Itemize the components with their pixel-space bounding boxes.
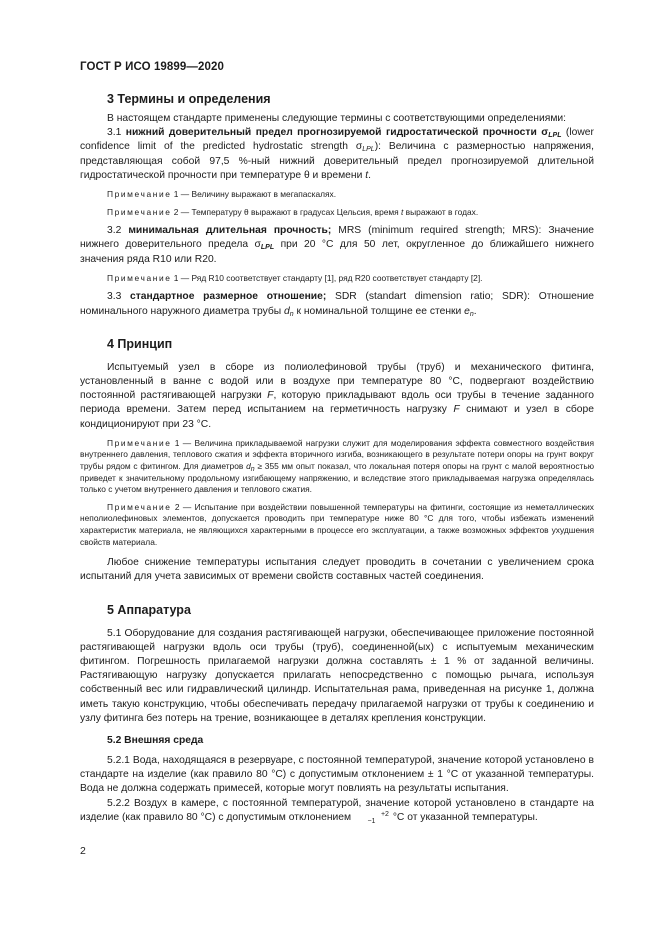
section-3-intro: В настоящем стандарте применены следующие термины с соответствующими определениями: <box>107 113 567 124</box>
subsection-5-2-title: 5.2 Внешняя среда <box>107 735 204 746</box>
document-header: ГОСТ Р ИСО 19899—2020 <box>80 61 225 73</box>
section-3-title: 3 Термины и определения <box>107 92 271 106</box>
term-3-1: 3.1 нижний доверительный предел прогнозируемой гидростатической прочности $\sigma_{LPL}$ (lower confidence limit of the predicted hydrostatic strength $\sigma_{LPL}$): Величина с размерностью напряжения, представляющая собой 97,5 %-ный нижний доверительный предел прогнозируемой длительной гидростатической прочности при температуре θ и времени t. <box>80 127 594 181</box>
term-3-2: 3.2 минимальная длительная прочность; MRS (minimum required strength; MRS): Значение нижнего доверительного предела $\sigma_{LPL}$ при 20 °С для 50 лет, округленное до ближайшего нижнего значения ряда R10 или R20. <box>80 225 594 265</box>
section-4-title: 4 Принцип <box>107 336 173 351</box>
note-3-2-1: Примечание 1 — Ряд R10 соответствует стандарту [1], ряд R20 соответствует стандарту [2]. <box>107 272 483 283</box>
note-4-1: Примечание 1 — Величина прикладываемой нагрузки служит для моделирования эффекта совместного воздействия внутреннего давления, теплового сжатия и эффекта вторичного изгиба, возникающего в результате потери опоры на грунт вокруг трубы рядом с фитингом. Для диаметров $d_n \ge 355$ мм опыт показал, что локальная потеря опоры на грунт с малой вероятностью приведет к значительному продольному изгибающему напряжению, и вследствие этого прикладываемая нагрузка определялась только с учетом внутреннего давления и теплового сжатия. <box>80 437 594 495</box>
section-5-2-2: 5.2.2 Воздух в камере, с постоянной температурой, значение которой установлено в стандарте на изделие (как правило 80 °С) с допустимым отклонением +2 −1 °С от указанной температуры. <box>80 797 594 825</box>
note-3-1-1: Примечание 1 — Величину выражают в мегапаскалях. <box>107 189 337 200</box>
note-4-2: Примечание 2 — Испытание при воздействии повышенной температуры на фитинги, состоящие из неметаллических неполиолефиновых элементов, допускается проводить при температуре ниже 80 °С для того, чтобы избежать изменений характеристик материала, не являющихся характерными в процессе его эксплуатации, а также возможных эффектов ухудшения свойств материала. <box>80 501 594 547</box>
section-4-paragraph-2: Любое снижение температуры испытания следует проводить в сочетании с увеличением срока испытаний для учета зависимых от времени свойств составных частей соединения. <box>80 557 594 583</box>
page-number: 2 <box>80 845 86 857</box>
tolerance-fraction: +2 −1 <box>367 811 389 825</box>
note-3-1-2: Примечание 2 — Температуру θ выражают в градусах Цельсия, время t выражают в годах. <box>107 206 479 217</box>
section-4-paragraph-1: Испытуемый узел в сборе из полиолефиновой трубы (труб) и механического фитинга, установленный в ванне с водой или в воздухе при температуре 80 °С, подвергают воздействию постоянной растягивающей нагрузки F, которую прикладывают вдоль оси трубы в течение заданного периода времени. Затем перед испытанием на герметичность нагрузку F снимают и узел в сборе кондиционируют при 23 °С. <box>80 361 595 430</box>
section-5-title: 5 Аппаратура <box>107 602 191 617</box>
document-body <box>80 92 594 825</box>
section-5-2-1: 5.2.1 Вода, находящаяся в резервуаре, с постоянной температурой, значение которой установлено в стандарте на изделие (как правило 80 °С) с допустимым отклонением ± 1 °С от указанной температуры. Вода не должна содержать примесей, которые могут повлиять на результаты испытания. <box>80 755 594 795</box>
term-3-3: 3.3 стандартное размерное отношение; SDR (standart dimension ratio; SDR): Отношение номинального наружного диаметра трубы $d_n$ к номинальной толщине ее стенки $e_n$. <box>80 291 594 318</box>
section-5-1: 5.1 Оборудование для создания растягивающей нагрузки, обеспечивающее приложение постоянной растягивающей нагрузки вдоль оси трубы (труб), соединенной(ых) с испытуемым механическим фитингом. Погрешность прилагаемой нагрузки должна составлять ± 1 % от заданной величины. Растягивающую нагрузку допускается прилагать непосредственно с помощью рычага, используя собственный вес или гидравлический цилиндр. Испытательная рама, приведенная на рисунке 1, должна иметь такую конструкцию, чтобы обеспечивать передачу прилагаемой нагрузки от трубы к соединению и узлу фитинга без потерь на трение, возникающее в деталях крепления конструкции. <box>80 627 594 724</box>
